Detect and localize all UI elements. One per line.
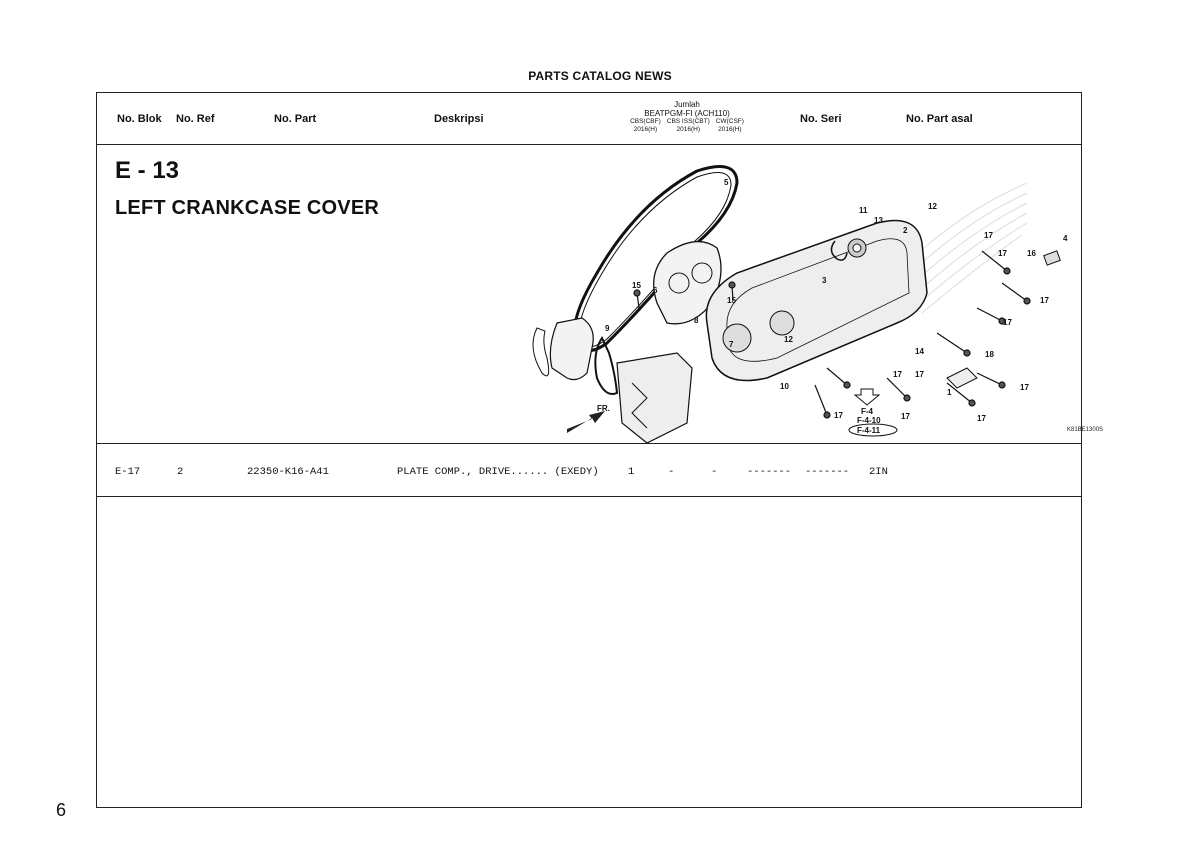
air-duct-part [550,318,593,380]
ref-arrow-icon [855,389,879,405]
variant-name: CBS(CBF) [630,118,661,125]
ref-f4-10: F-4-10 [857,416,881,425]
svg-text:18: 18 [985,350,994,359]
svg-text:FR.: FR. [597,404,610,413]
row-divider [97,496,1081,497]
catalog-frame [96,92,1104,808]
svg-text:9: 9 [605,324,610,333]
block-title: LEFT CRANKCASE COVER [115,197,380,219]
row-qty-cw: - [711,466,718,478]
variant-cbs-iss [667,118,710,134]
svg-text:15: 15 [727,296,736,305]
svg-text:17: 17 [893,370,902,379]
row-part-number: 22350-K16-A41 [247,466,329,478]
svg-text:17: 17 [1040,296,1049,305]
svg-text:1: 1 [947,388,952,397]
fr-arrow-icon [567,404,610,433]
svg-text:17: 17 [834,411,843,420]
variant-year: 2016(H) [633,126,658,133]
svg-text:17: 17 [915,370,924,379]
svg-text:3: 3 [822,276,827,285]
block-code: E - 13 [115,157,180,184]
page-header-title: PARTS CATALOG NEWS [528,69,672,83]
col-jumlah [607,100,767,134]
row-seri-end: ------- [805,466,850,478]
row-qty-cbs: 1 [628,466,635,478]
col-no-part-asal: No. Part asal [906,113,973,125]
row-qty-cbs-iss: - [668,466,675,478]
jumlah-label: Jumlah [674,100,700,109]
svg-text:4: 4 [1063,234,1068,243]
svg-text:5: 5 [724,178,729,187]
variant-list [607,118,767,134]
ref-f4: F-4 [861,407,873,416]
variant-cbs [630,118,661,134]
table-row [97,466,1081,482]
svg-text:13: 13 [874,216,883,225]
diagram-divider [97,443,1081,444]
exploded-parts-diagram [497,153,1104,453]
row-ref: 2 [177,466,184,478]
header-divider [97,144,1081,145]
seal-part [595,338,617,394]
row-description: PLATE COMP., DRIVE...... (EXEDY) [397,466,599,478]
variant-year: 2016(H) [676,126,700,133]
svg-text:17: 17 [984,231,993,240]
variant-year: 2016(H) [718,126,742,133]
variant-name: CW(CSF) [715,118,744,125]
svg-text:10: 10 [780,382,789,391]
svg-text:7: 7 [729,340,734,349]
col-no-seri: No. Seri [800,113,842,125]
svg-text:17: 17 [1020,383,1029,392]
svg-text:14: 14 [915,347,924,356]
svg-text:15: 15 [632,281,641,290]
bracket-part [947,368,977,388]
variant-name: CBS ISS(CBT) [666,118,710,125]
col-no-ref: No. Ref [176,113,215,125]
row-blok: E-17 [115,466,141,478]
svg-text:2: 2 [903,226,908,235]
svg-text:16: 16 [1027,249,1036,258]
page-number: 6 [56,800,67,820]
svg-text:6: 6 [653,286,658,295]
svg-text:17: 17 [998,249,1007,258]
ref-f4-11: F-4-11 [857,426,881,435]
svg-text:11: 11 [859,206,868,215]
plug-part [1044,251,1061,265]
col-no-part: No. Part [274,113,317,125]
svg-text:17: 17 [901,412,910,421]
row-seri-start: ------- [747,466,792,478]
svg-text:12: 12 [784,335,793,344]
model-label: BEATPGM-FI (ACH110) [644,109,730,118]
lower-cover-part [617,353,692,443]
col-no-blok: No. Blok [117,113,162,125]
row-part-asal: 2IN [869,466,888,478]
image-code: K81BE1300S [1067,427,1104,433]
svg-text:8: 8 [694,316,699,325]
col-deskripsi: Deskripsi [434,113,484,125]
variant-cw [716,118,744,134]
svg-text:12: 12 [928,202,937,211]
svg-text:17: 17 [977,414,986,423]
svg-text:17: 17 [1003,318,1012,327]
